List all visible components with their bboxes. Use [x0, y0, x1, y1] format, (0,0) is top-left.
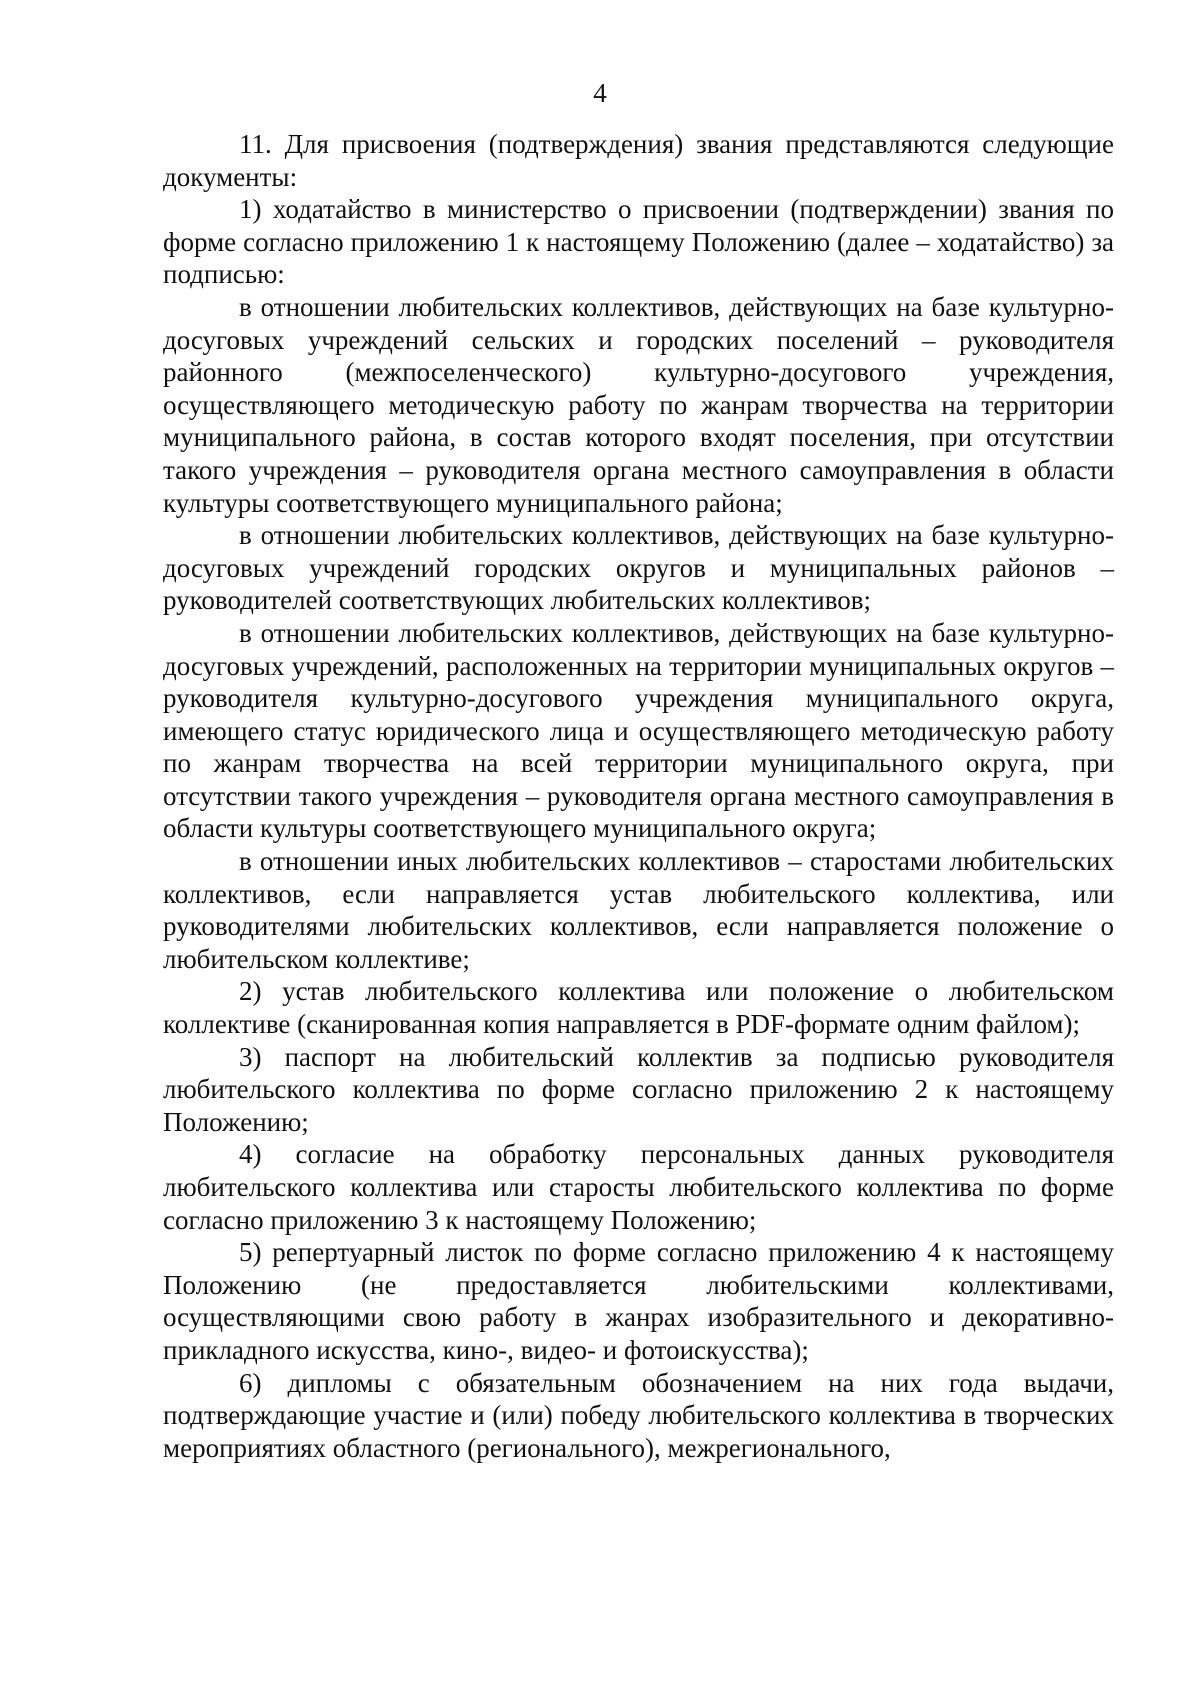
paragraph-subitem-4: 4) согласие на обработку персональных данных руководителя любительского коллектива или старосты любительского коллектива по форме согласно приложению 3 к настоящему Положению; [163, 1139, 1114, 1235]
paragraph-signatory-settlements: в отношении любительских коллективов, действующих на базе культурно-досуговых учреждений сельских и городских поселений – руководителя районного (межпоселенческого) культурно-досугового учреждения, осуществляющего методическую работу по жанрам творчества на территории муниципального района, в состав которого входят поселения, при отсутствии такого учреждения – руководителя органа местного самоуправления в области культуры соответствующего муниципального района; [163, 291, 1114, 518]
page-number: 4 [593, 78, 607, 108]
paragraph-signatory-other-collectives: в отношении иных любительских коллективов – старостами любительских коллективов, если направляется устав любительского коллектива, или руководителями любительских коллективов, если направляется положение о любительском коллективе; [163, 846, 1114, 974]
paragraph-signatory-municipal-districts: в отношении любительских коллективов, действующих на базе культурно-досуговых учреждений, расположенных на территории муниципальных округов – руководителя культурно-досугового учреждения муниципального округа, имеющего статус юридического лица и осуществляющего методическую работу по жанрам творчества на всей территории муниципального округа, при отсутствии такого учреждения – руководителя органа местного самоуправления в области культуры соответствующего муниципального округа; [163, 617, 1114, 844]
paragraph-subitem-2: 2) устав любительского коллектива или положение о любительском коллективе (сканированная копия направляется в PDF-формате одним файлом); [163, 976, 1114, 1040]
paragraph-subitem-3: 3) паспорт на любительский коллектив за подписью руководителя любительского коллектива по форме согласно приложению 2 к настоящему Положению; [163, 1041, 1114, 1137]
paragraph-subitem-5: 5) репертуарный листок по форме согласно приложению 4 к настоящему Положению (не предоставляется любительскими коллективами, осуществляющими свою работу в жанрах изобразительного и декоративно-прикладного искусства, кино-, видео- и фотоискусства); [163, 1237, 1114, 1365]
paragraph-item-11: 11. Для присвоения (подтверждения) звания представляются следующие документы: [163, 129, 1114, 192]
paragraph-signatory-urban-districts: в отношении любительских коллективов, действующих на базе культурно-досуговых учреждений городских округов и муниципальных районов – руководителей соответствующих любительских коллективов; [163, 520, 1114, 616]
paragraph-subitem-1: 1) ходатайство в министерство о присвоении (подтверждении) звания по форме согласно приложению 1 к настоящему Положению (далее – ходатайство) за подписью: [163, 194, 1114, 290]
body-text [163, 128, 1114, 1464]
paragraph-subitem-6: 6) дипломы с обязательным обозначением на них года выдачи, подтверждающие участие и (или) победу любительского коллектива в творческих мероприятиях областного (регионального), межрегионального, [163, 1367, 1114, 1463]
